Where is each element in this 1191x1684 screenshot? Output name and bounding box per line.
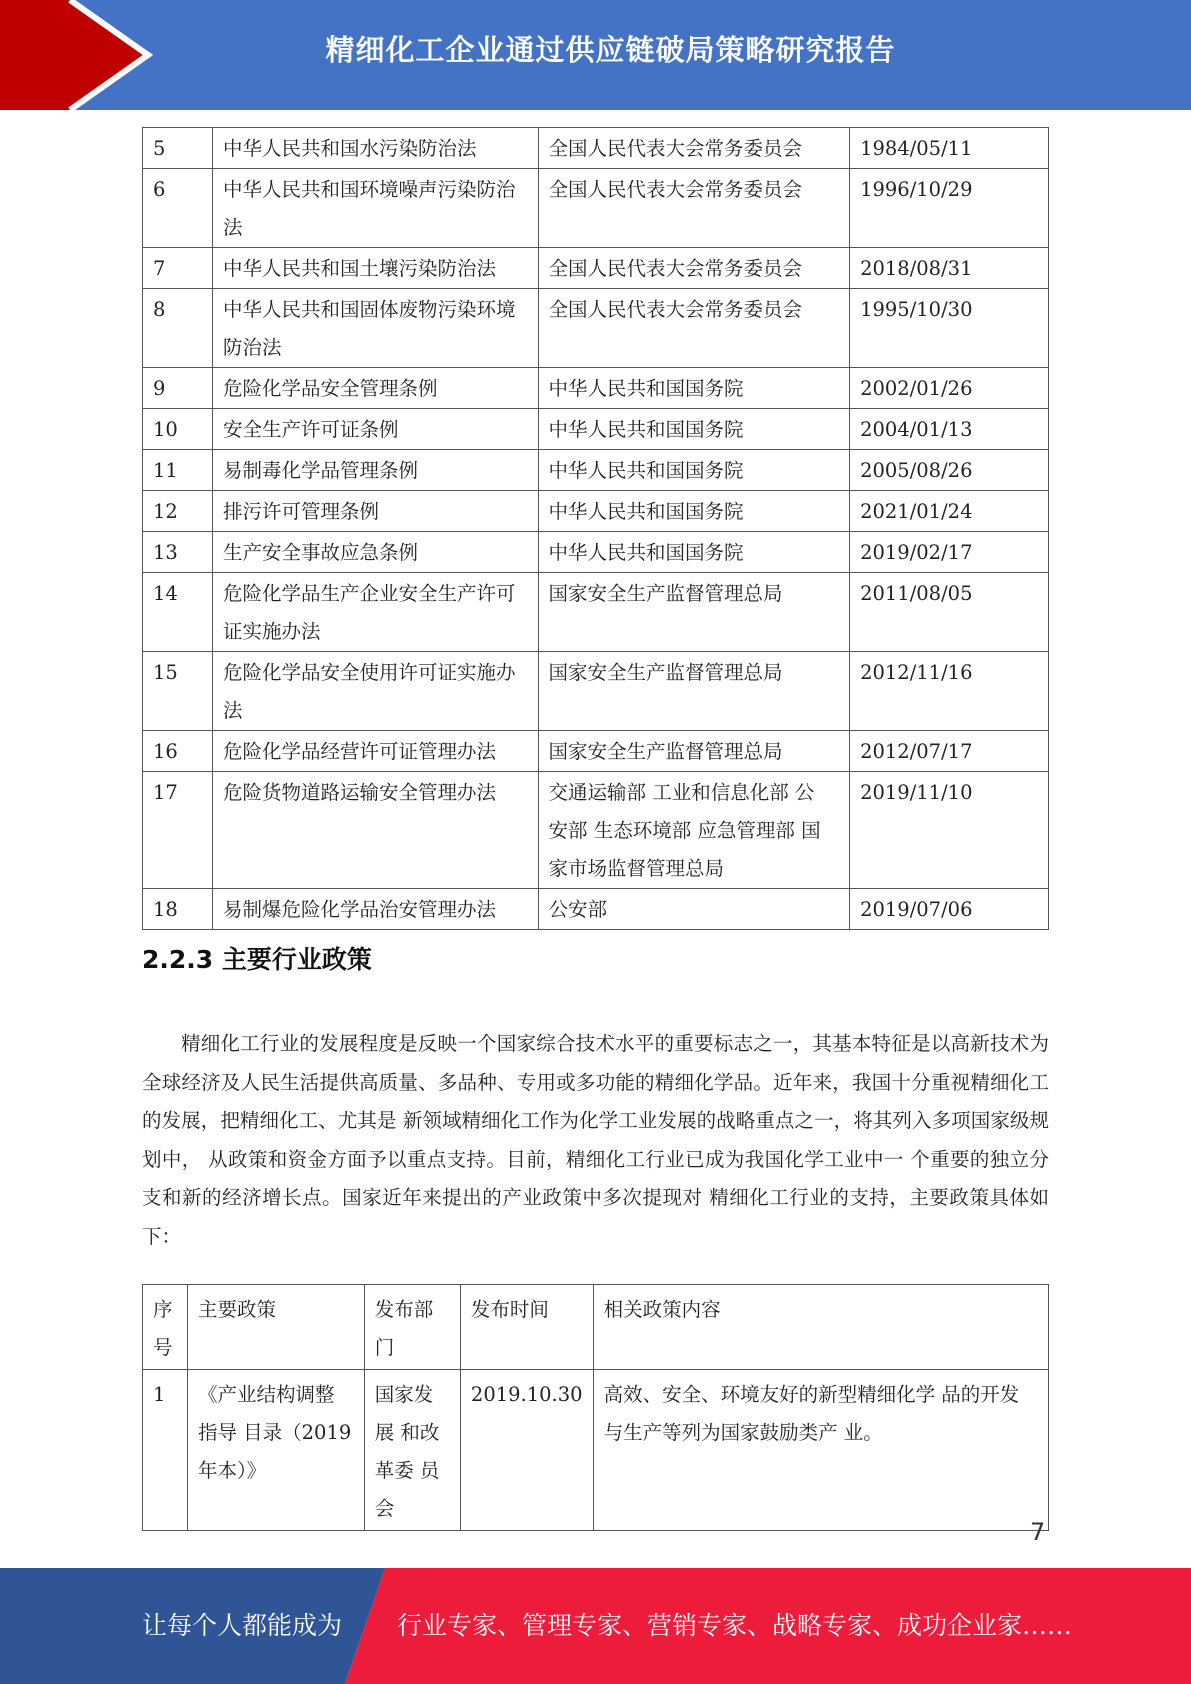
table-cell: 国家安全生产监督管理总局: [538, 731, 850, 772]
table-cell: 9: [143, 368, 213, 409]
table-cell: 交通运输部 工业和信息化部 公 安部 生态环境部 应急管理部 国家市场监督管理总局: [538, 772, 850, 889]
table-cell: 2021/01/24: [850, 491, 1049, 532]
table-header-row: [143, 1285, 1049, 1370]
table-cell: 安全生产许可证条例: [212, 409, 538, 450]
table-cell: 2004/01/13: [850, 409, 1049, 450]
laws-table: [142, 127, 1049, 930]
table-cell: 1984/05/11: [850, 128, 1049, 169]
table-cell: 2002/01/26: [850, 368, 1049, 409]
table-cell: 《产业结构调整指导 目录（2019 年本）》: [187, 1370, 364, 1531]
table-cell: 国家发展 和改革委 员会: [364, 1370, 460, 1531]
section-paragraph: 精细化工行业的发展程度是反映一个国家综合技术水平的重要标志之一，其基本特征是以高新技术为全球经济及人民生活提供高质量、多品种、专用或多功能的精细化学品。近年来，我国十分重视精细化工的发展，把精细化工、尤其是 新领域精细化工作为化学工业发展的战略重点之一，将其列入多项国家级规划中， 从政策和资金方面予以重点支持。目前，精细化工行业已成为我国化学工业中一 个重要的独立分支和新的经济增长点。国家近年来提出的产业政策中多次提现对 精细化工行业的支持，主要政策具体如下：: [142, 1032, 1049, 1248]
table-row: [143, 731, 1049, 772]
table-cell: 生产安全事故应急条例: [212, 532, 538, 573]
table-cell: 排污许可管理条例: [212, 491, 538, 532]
table-cell: 高效、安全、环境友好的新型精细化学 品的开发与生产等列为国家鼓励类产 业。: [593, 1370, 1048, 1531]
table-cell: 危险化学品安全管理条例: [212, 368, 538, 409]
page-footer: [0, 1568, 1191, 1684]
table-cell: 17: [143, 772, 213, 889]
table-cell: 2019/02/17: [850, 532, 1049, 573]
table-cell: 2012/11/16: [850, 652, 1049, 731]
table-cell: 中华人民共和国土壤污染防治法: [212, 248, 538, 289]
table-row: [143, 491, 1049, 532]
table-cell: 中华人民共和国固体废物污染环境防治法: [212, 289, 538, 368]
table-header-cell: 发布时间: [460, 1285, 593, 1370]
table-header-cell: 序号: [143, 1285, 188, 1370]
table-cell: 2012/07/17: [850, 731, 1049, 772]
table-cell: 8: [143, 289, 213, 368]
table-row: [143, 450, 1049, 491]
table-cell: 危险化学品经营许可证管理办法: [212, 731, 538, 772]
table-row: [143, 1370, 1049, 1531]
table-cell: 12: [143, 491, 213, 532]
table-cell: 全国人民代表大会常务委员会: [538, 169, 850, 248]
table-row: [143, 169, 1049, 248]
table-header-cell: 发布部门: [364, 1285, 460, 1370]
table-cell: 16: [143, 731, 213, 772]
table-row: [143, 289, 1049, 368]
table-row: [143, 652, 1049, 731]
table-cell: 2011/08/05: [850, 573, 1049, 652]
table-cell: 11: [143, 450, 213, 491]
table-cell: 1996/10/29: [850, 169, 1049, 248]
table-cell: 18: [143, 889, 213, 930]
table-row: [143, 368, 1049, 409]
table-row: [143, 573, 1049, 652]
table-cell: 2019.10.30: [460, 1370, 593, 1531]
table-cell: 2019/07/06: [850, 889, 1049, 930]
table-row: [143, 248, 1049, 289]
page-header: [0, 0, 1191, 110]
footer-slogan-left: 让每个人都能成为: [142, 1611, 343, 1640]
table-cell: 14: [143, 573, 213, 652]
table-cell: 1: [143, 1370, 188, 1531]
table-cell: 1995/10/30: [850, 289, 1049, 368]
table-cell: 中华人民共和国环境噪声污染防治法: [212, 169, 538, 248]
table-cell: 全国人民代表大会常务委员会: [538, 248, 850, 289]
table-cell: 危险化学品生产企业安全生产许可证实施办法: [212, 573, 538, 652]
table-row: [143, 772, 1049, 889]
policies-table: [142, 1284, 1049, 1531]
table-cell: 中华人民共和国国务院: [538, 491, 850, 532]
table-cell: 国家安全生产监督管理总局: [538, 652, 850, 731]
table-row: [143, 889, 1049, 930]
table-cell: 中华人民共和国国务院: [538, 450, 850, 491]
table-cell: 中华人民共和国国务院: [538, 532, 850, 573]
table-cell: 危险化学品安全使用许可证实施办法: [212, 652, 538, 731]
table-cell: 13: [143, 532, 213, 573]
table-cell: 5: [143, 128, 213, 169]
table-header-cell: 相关政策内容: [593, 1285, 1048, 1370]
table-cell: 15: [143, 652, 213, 731]
table-cell: 全国人民代表大会常务委员会: [538, 128, 850, 169]
table-cell: 10: [143, 409, 213, 450]
table-cell: 全国人民代表大会常务委员会: [538, 289, 850, 368]
table-cell: 2005/08/26: [850, 450, 1049, 491]
table-cell: 6: [143, 169, 213, 248]
table-cell: 中华人民共和国国务院: [538, 409, 850, 450]
table-cell: 中华人民共和国水污染防治法: [212, 128, 538, 169]
table-cell: 国家安全生产监督管理总局: [538, 573, 850, 652]
table-row: [143, 128, 1049, 169]
table-cell: 2018/08/31: [850, 248, 1049, 289]
table-cell: 危险货物道路运输安全管理办法: [212, 772, 538, 889]
table-cell: 易制毒化学品管理条例: [212, 450, 538, 491]
page-number: 7: [1030, 1518, 1046, 1546]
table-cell: 7: [143, 248, 213, 289]
table-cell: 易制爆危险化学品治安管理办法: [212, 889, 538, 930]
table-cell: 公安部: [538, 889, 850, 930]
footer-slogan-right: 行业专家、管理专家、营销专家、战略专家、成功企业家……: [397, 1611, 1073, 1640]
table-row: [143, 409, 1049, 450]
table-row: [143, 532, 1049, 573]
table-cell: 2019/11/10: [850, 772, 1049, 889]
report-title: 精细化工企业通过供应链破局策略研究报告: [325, 33, 896, 67]
table-header-cell: 主要政策: [187, 1285, 364, 1370]
section-heading: 2.2.3 主要行业政策: [142, 945, 372, 974]
table-cell: 中华人民共和国国务院: [538, 368, 850, 409]
